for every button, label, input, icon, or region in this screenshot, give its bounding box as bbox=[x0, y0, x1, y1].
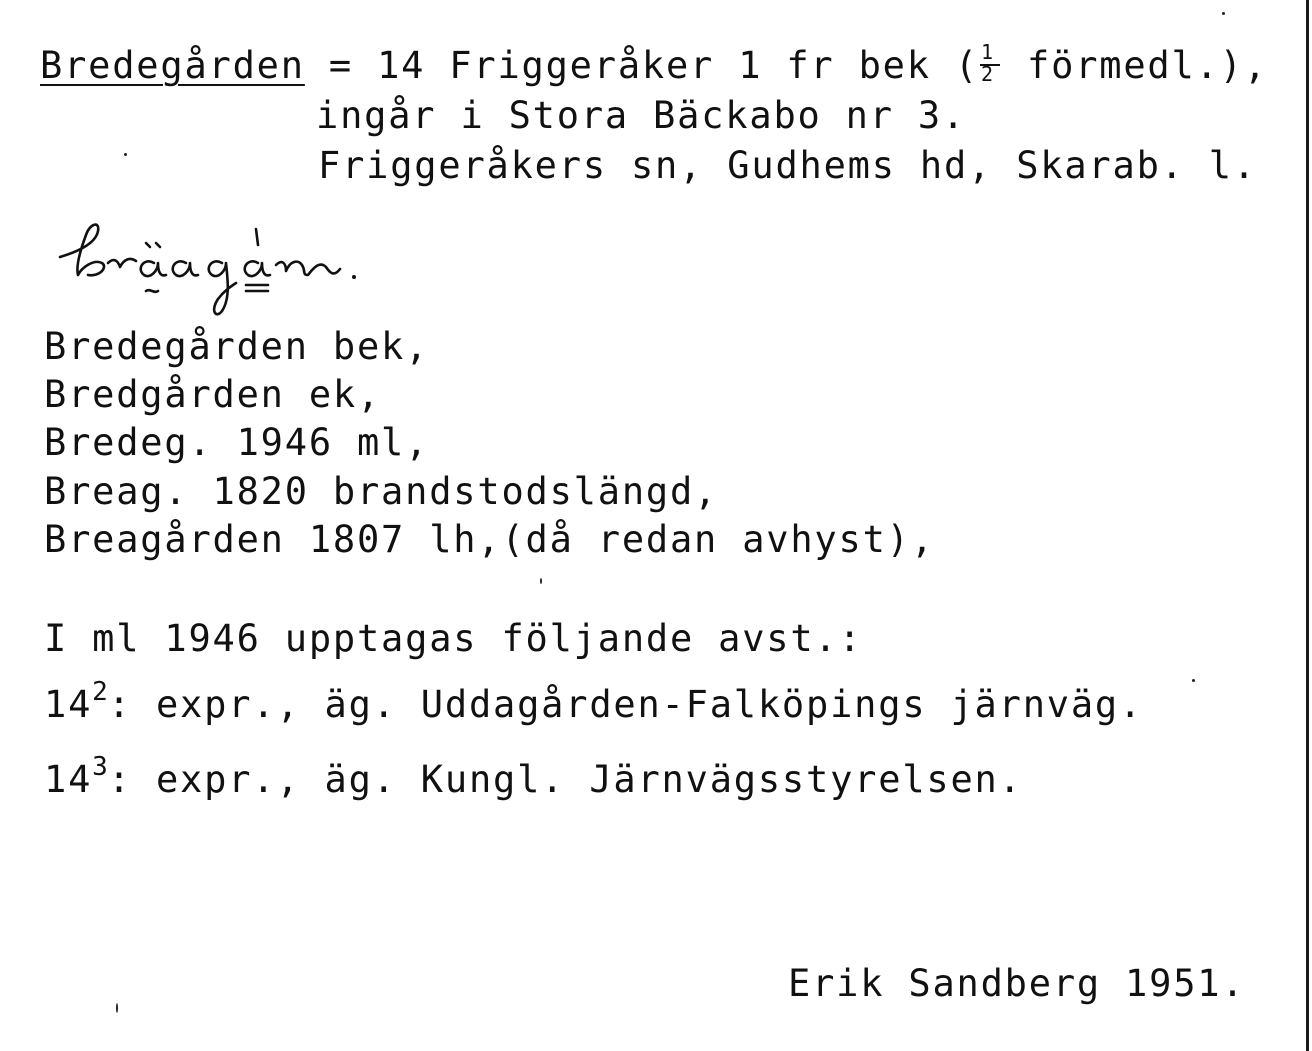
speck bbox=[1222, 12, 1225, 15]
parcel-line-1 bbox=[44, 676, 1144, 727]
entry-line-1-text: = 14 Friggeråker 1 fr bek ( bbox=[304, 44, 979, 87]
fraction-numerator: 1 bbox=[980, 40, 994, 64]
parcel-superscript: 2 bbox=[92, 676, 108, 707]
entry-line-1 bbox=[40, 40, 1268, 88]
parcel-text: : expr., äg. Uddagården-Falköpings järnväg. bbox=[107, 683, 1144, 726]
fraction-denominator: 2 bbox=[980, 62, 994, 86]
form-line-4: Breag. 1820 brandstodslängd, bbox=[44, 470, 719, 513]
fraction-half bbox=[979, 40, 1003, 88]
entry-line-2: ingår i Stora Bäckabo nr 3. bbox=[316, 94, 967, 137]
card-edge bbox=[1306, 0, 1309, 1051]
form-line-1: Bredegården bek, bbox=[44, 325, 430, 368]
entry-line-3: Friggeråkers sn, Gudhems hd, Skarab. l. bbox=[318, 144, 1257, 187]
parcel-number: 14 bbox=[44, 683, 93, 726]
form-line-3: Bredeg. 1946 ml, bbox=[44, 421, 430, 464]
parcel-superscript: 3 bbox=[92, 751, 108, 782]
speck bbox=[116, 1003, 118, 1013]
speck bbox=[540, 578, 542, 584]
parcel-line-2 bbox=[44, 751, 1023, 802]
handwritten-pronunciation bbox=[50, 205, 450, 325]
entry-line-1-tail: förmedl.), bbox=[1002, 44, 1268, 87]
form-line-2: Bredgården ek, bbox=[44, 373, 382, 416]
note-intro: I ml 1946 upptagas följande avst.: bbox=[44, 617, 863, 660]
headword: Bredegården bbox=[40, 44, 305, 87]
parcel-number: 14 bbox=[44, 758, 93, 801]
speck bbox=[124, 153, 127, 156]
speck bbox=[1192, 679, 1195, 682]
signature: Erik Sandberg 1951. bbox=[788, 962, 1246, 1005]
parcel-text: : expr., äg. Kungl. Järnvägsstyrelsen. bbox=[107, 758, 1023, 801]
form-line-5: Breagården 1807 lh,(då redan avhyst), bbox=[44, 518, 935, 561]
